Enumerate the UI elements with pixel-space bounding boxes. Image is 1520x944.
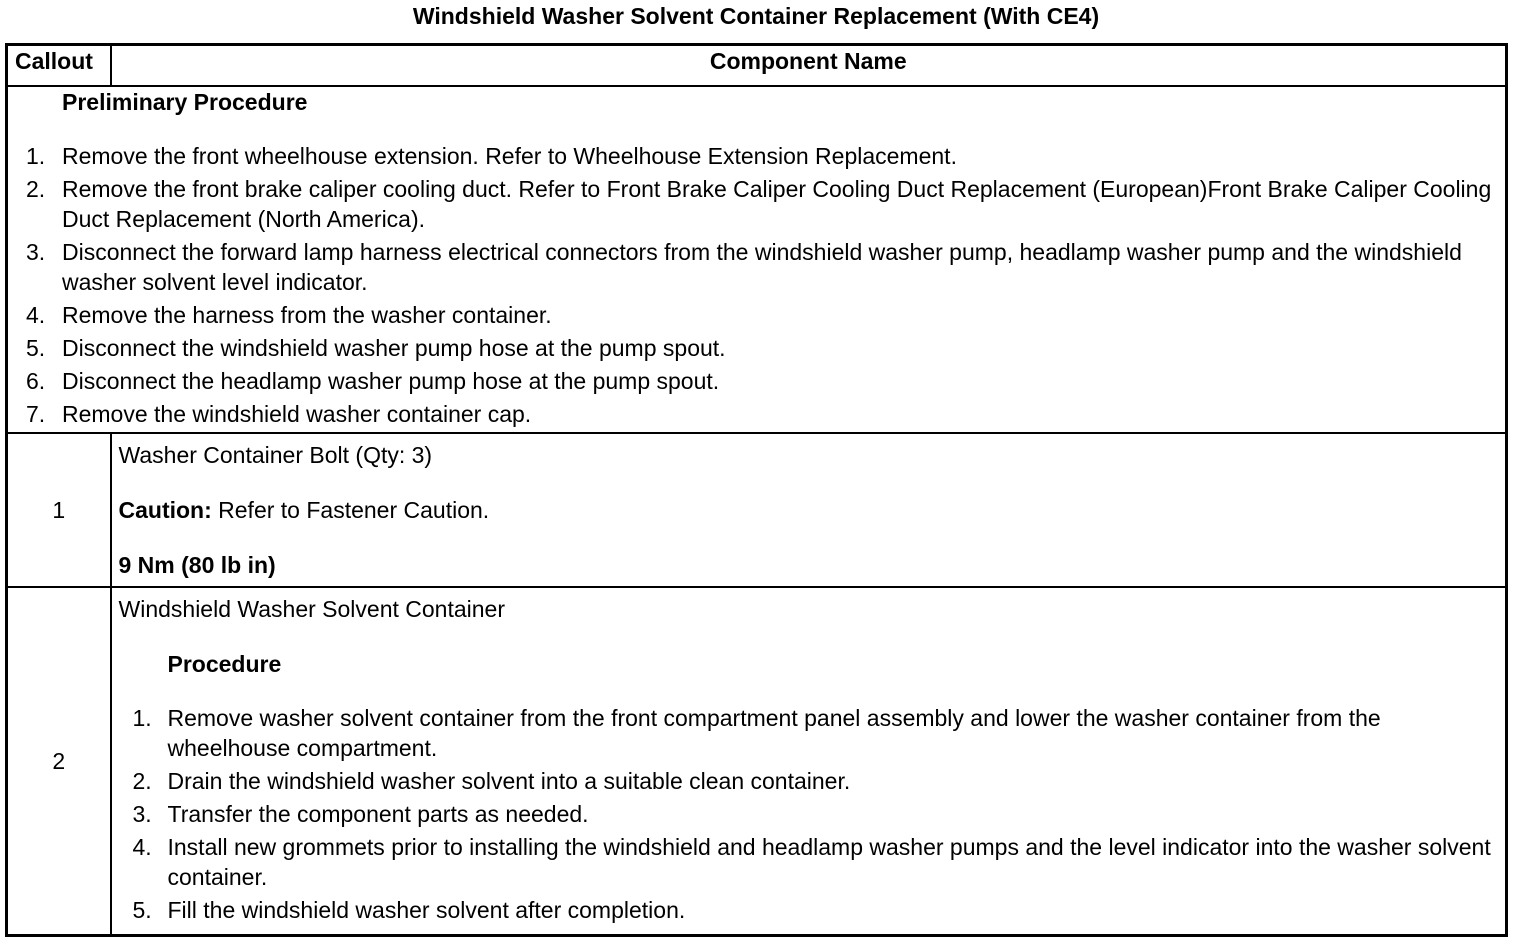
step-text: Remove the harness from the washer container.	[62, 302, 552, 328]
list-item	[8, 141, 1505, 171]
step-number: 5.	[132, 897, 152, 923]
step-text: Transfer the component parts as needed.	[167, 801, 589, 827]
step-number: 6.	[26, 368, 46, 394]
torque-spec: 9 Nm (80 lb in)	[118, 552, 276, 578]
list-item	[8, 237, 1505, 297]
step-number: 2.	[26, 176, 46, 202]
callout-number: 1	[7, 433, 111, 587]
component-name: Windshield Washer Solvent Container	[118, 596, 505, 622]
callout-number: 2	[7, 587, 111, 936]
header-callout: Callout	[7, 45, 111, 87]
table-row	[7, 587, 1507, 936]
step-text: Remove the windshield washer container cap.	[62, 401, 532, 427]
step-number: 1.	[26, 143, 46, 169]
step-text: Fill the windshield washer solvent after completion.	[167, 897, 686, 923]
list-item	[8, 333, 1505, 363]
step-text: Disconnect the windshield washer pump hose at the pump spout.	[62, 335, 726, 361]
caution-text: Refer to Fastener Caution.	[211, 497, 490, 523]
list-item	[119, 799, 1496, 829]
step-number: 4.	[132, 834, 152, 860]
procedure-heading: Procedure	[167, 651, 282, 677]
list-item	[8, 174, 1505, 234]
procedure-table	[5, 43, 1508, 937]
list-item	[119, 895, 1496, 925]
list-item	[119, 766, 1496, 796]
list-item	[119, 703, 1496, 763]
page-title: Windshield Washer Solvent Container Replacement (With CE4)	[412, 3, 1100, 29]
step-number: 4.	[26, 302, 46, 328]
preliminary-heading: Preliminary Procedure	[62, 89, 308, 115]
preliminary-row	[7, 86, 1507, 433]
step-text: Remove the front wheelhouse extension. Refer to Wheelhouse Extension Replacement.	[62, 143, 957, 169]
procedure-steps	[119, 703, 1496, 925]
component-cell	[111, 433, 1507, 587]
step-text: Drain the windshield washer solvent into a suitable clean container.	[167, 768, 851, 794]
caution-note	[119, 495, 1496, 525]
step-text: Remove washer solvent container from the front compartment panel assembly and lower the washer container from the wheelhouse compartment.	[167, 705, 1381, 761]
list-item	[8, 399, 1505, 429]
table-row	[7, 433, 1507, 587]
step-number: 2.	[132, 768, 152, 794]
step-number: 7.	[26, 401, 46, 427]
header-component-name: Component Name	[111, 45, 1507, 87]
list-item	[8, 300, 1505, 330]
step-number: 5.	[26, 335, 46, 361]
step-text: Install new grommets prior to installing the windshield and headlamp washer pumps and the level indicator into the washer solvent container.	[167, 834, 1491, 890]
step-number: 1.	[132, 705, 152, 731]
step-text: Remove the front brake caliper cooling duct. Refer to Front Brake Caliper Cooling Duct Replacement (European)Front Brake Caliper Cooling Duct Replacement (North America).	[62, 176, 1492, 232]
list-item	[8, 366, 1505, 396]
preliminary-cell	[7, 86, 1507, 433]
step-text: Disconnect the headlamp washer pump hose at the pump spout.	[62, 368, 720, 394]
preliminary-steps	[8, 141, 1505, 429]
component-cell	[111, 587, 1507, 936]
step-text: Disconnect the forward lamp harness electrical connectors from the windshield washer pump, headlamp washer pump and the windshield washer solvent level indicator.	[62, 239, 1462, 295]
list-item	[119, 832, 1496, 892]
step-number: 3.	[132, 801, 152, 827]
component-name: Washer Container Bolt (Qty: 3)	[118, 442, 433, 468]
table-header-row	[7, 45, 1507, 87]
step-number: 3.	[26, 239, 46, 265]
caution-label: Caution:	[118, 497, 212, 523]
